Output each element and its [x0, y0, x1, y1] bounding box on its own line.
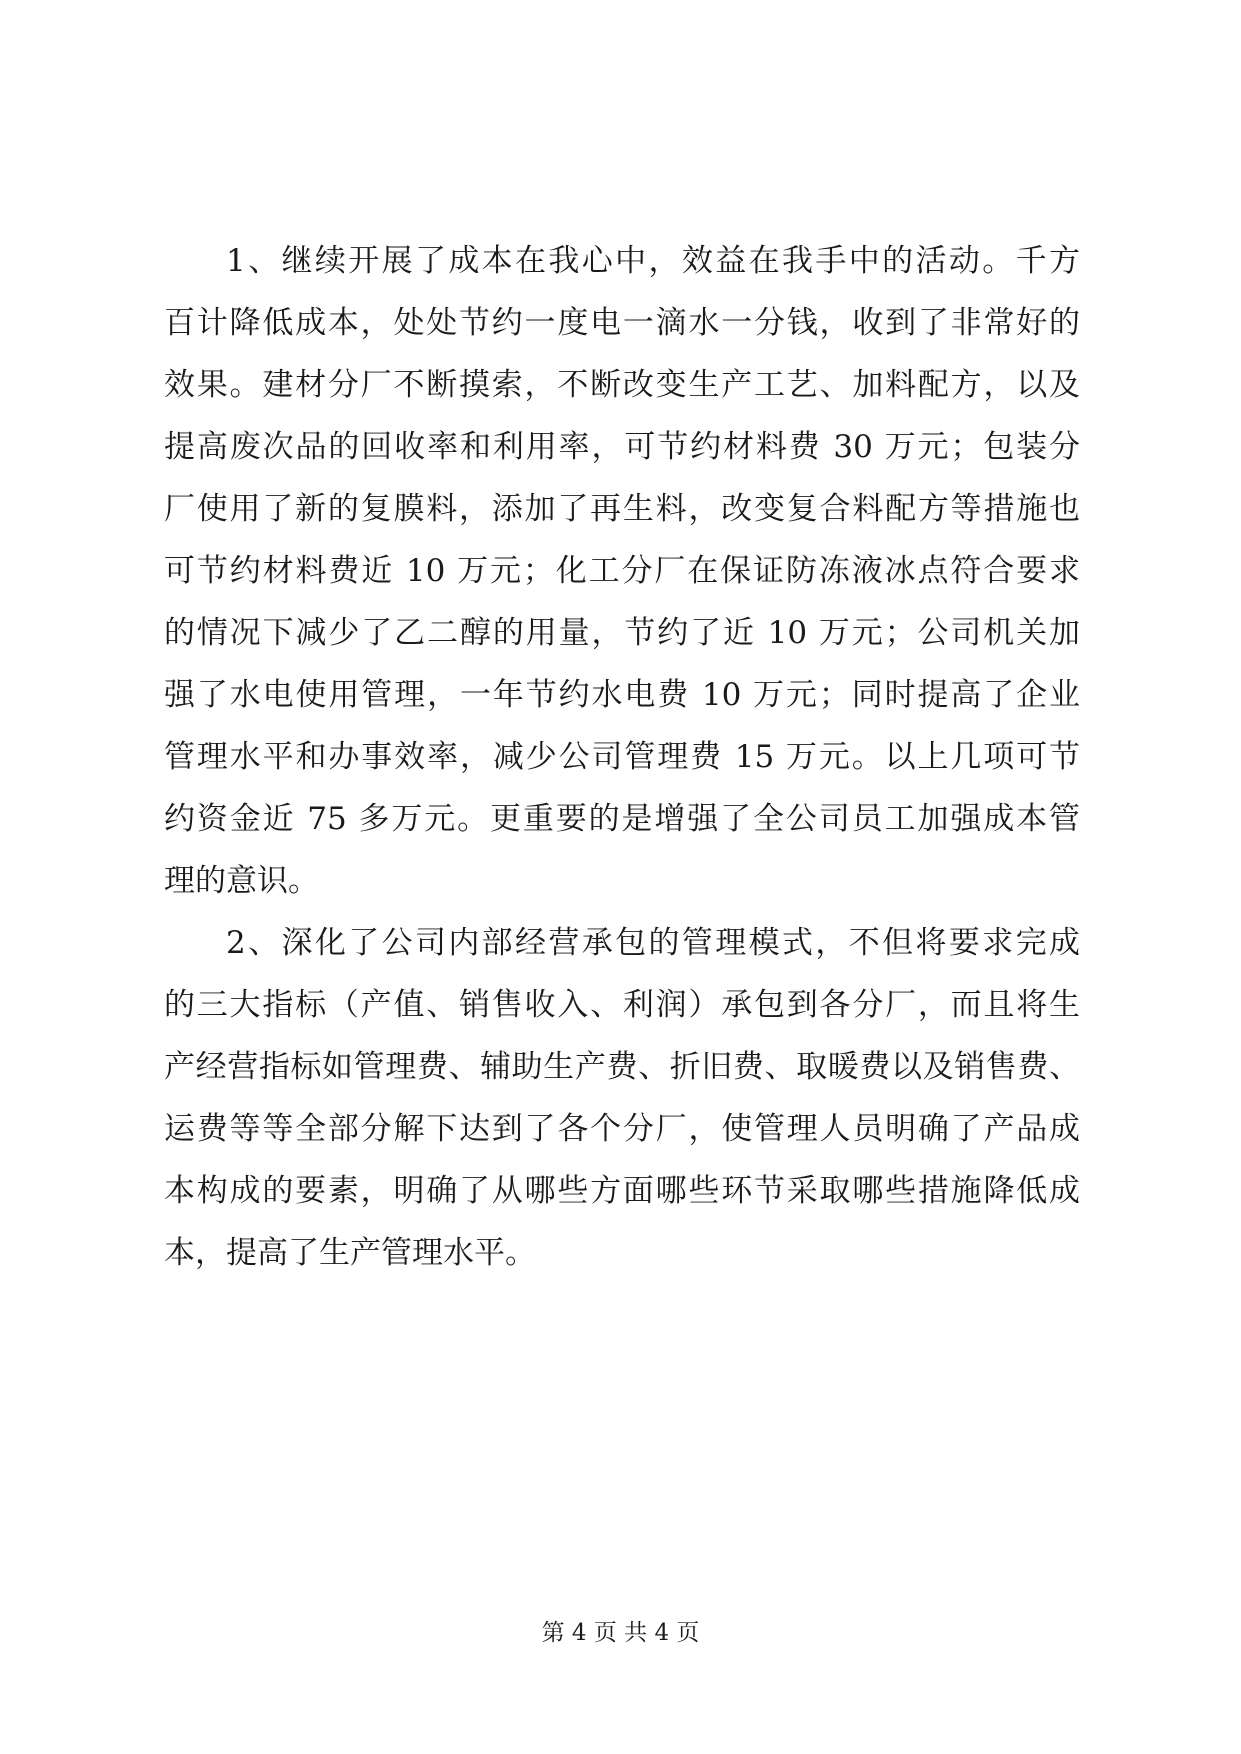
paragraph-line: 可节约材料费近 10 万元；化工分厂在保证防冻液冰点符合要求 — [164, 553, 1080, 589]
paragraph-line: 的情况下减少了乙二醇的用量，节约了近 10 万元；公司机关加 — [164, 615, 1080, 651]
document-body — [164, 230, 1080, 1284]
paragraph-line: 本，提高了生产管理水平。 — [164, 1235, 536, 1271]
paragraph-line: 产经营指标如管理费、辅助生产费、折旧费、取暖费以及销售费、 — [164, 1049, 1080, 1085]
paragraph-1 — [164, 230, 1080, 912]
paragraph-line: 效果。建材分厂不断摸索，不断改变生产工艺、加料配方，以及 — [164, 367, 1080, 403]
paragraph-line: 管理水平和办事效率，减少公司管理费 15 万元。以上几项可节 — [164, 739, 1080, 775]
page-footer — [0, 1618, 1241, 1648]
paragraph-line: 运费等等全部分解下达到了各个分厂，使管理人员明确了产品成 — [164, 1111, 1080, 1147]
paragraph-line: 约资金近 75 多万元。更重要的是增强了全公司员工加强成本管 — [164, 801, 1080, 837]
page-number-label: 第 4 页 共 4 页 — [541, 1620, 700, 1646]
paragraph-line: 本构成的要素，明确了从哪些方面哪些环节采取哪些措施降低成 — [164, 1173, 1080, 1209]
paragraph-line: 的三大指标（产值、销售收入、利润）承包到各分厂，而且将生 — [164, 987, 1080, 1023]
paragraph-line: 厂使用了新的复膜料，添加了再生料，改变复合料配方等措施也 — [164, 491, 1080, 527]
paragraph-line: 1、继续开展了成本在我心中，效益在我手中的活动。千方 — [226, 243, 1080, 279]
paragraph-line: 提高废次品的回收率和利用率，可节约材料费 30 万元；包装分 — [164, 429, 1080, 465]
paragraph-2 — [164, 912, 1080, 1284]
paragraph-line: 理的意识。 — [164, 863, 319, 899]
paragraph-line: 百计降低成本，处处节约一度电一滴水一分钱，收到了非常好的 — [164, 305, 1080, 341]
paragraph-line: 2、深化了公司内部经营承包的管理模式，不但将要求完成 — [226, 925, 1080, 961]
paragraph-line: 强了水电使用管理，一年节约水电费 10 万元；同时提高了企业 — [164, 677, 1080, 713]
